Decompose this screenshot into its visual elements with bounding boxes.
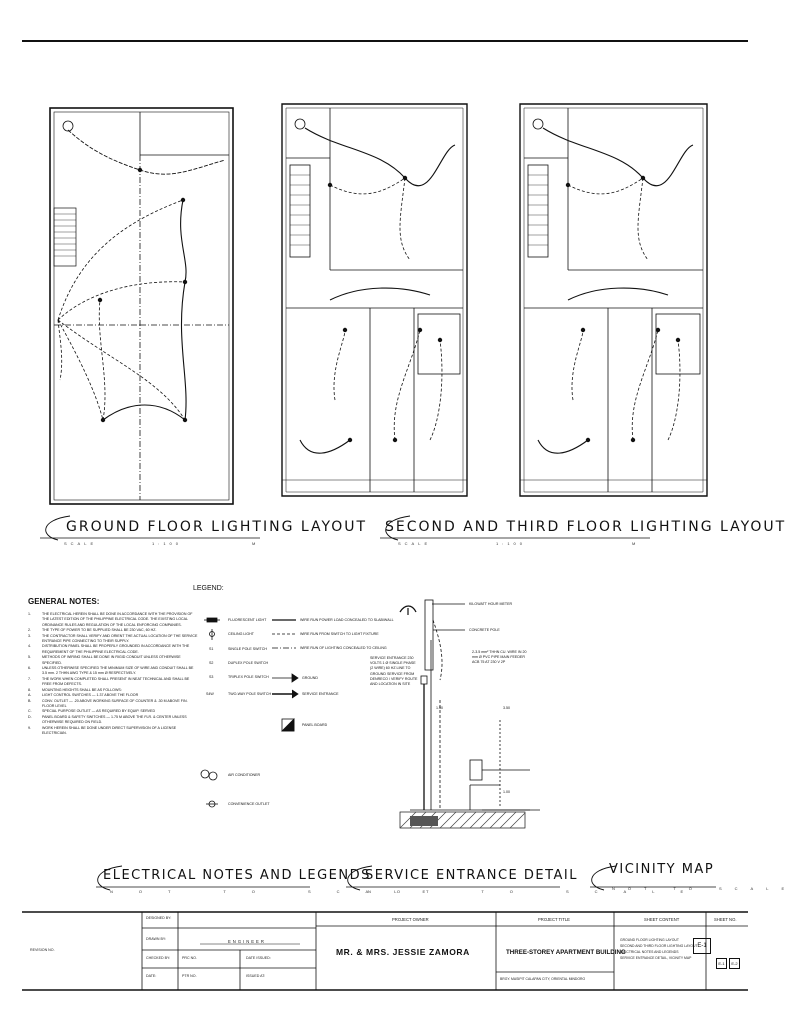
legend-code-s2: S2: [209, 661, 214, 665]
legend-triplex-pole-switch: TRIPLEX POLE SWITCH: [228, 675, 269, 679]
engineer-label: ENGINEER: [228, 939, 266, 944]
legend-single-pole-switch: SINGLE POLE SWITCH: [228, 647, 267, 651]
second-floor-plan: [282, 104, 467, 496]
service-entrance-title: SERVICE ENTRANCE DETAIL: [365, 868, 578, 883]
legend-code-s1: S1: [209, 647, 214, 651]
note-item: 8. MOUNTING HEIGHTS SHALL BE AS FOLLOWS:: [28, 687, 122, 692]
project-title: THREE-STOREY APARTMENT BUILDING: [506, 949, 626, 956]
note-item: A. LIGHT CONTROL SWITCHES — 1.37 ABOVE THE FLOOR: [28, 693, 139, 698]
project-location: BRGY. MASIPIT CALAPAN CITY, ORIENTAL MINDORO: [500, 977, 586, 981]
sheet-number: E-1: [693, 938, 711, 954]
sheet-content-label: SHEET CONTENT: [644, 917, 680, 922]
legend-panel-board: PANEL BOARD: [302, 723, 328, 727]
sheet-content-1: GROUND FLOOR LIGHTING LAYOUT: [620, 938, 679, 942]
legend-code-s3: S3: [209, 675, 214, 679]
note-item: D. PANEL BOARD & SAFETY SWITCHES — 1.75 M ABOVE THE FLR. & CENTER UNLESS OTHERWISE REQUIRED ON FIELD.: [28, 714, 187, 725]
drawn-by-label: DRAWN BY:: [146, 937, 167, 941]
legend-two-way-switch: TWO-WAY POLE SWITCH: [228, 692, 272, 696]
general-notes-list: [28, 612, 198, 736]
note-item: B. CONV. OUTLET — .20 ABOVE WORKING SURFACE OF COUNTER & .30 M ABOVE FIN. FLOOR LEVEL: [28, 698, 188, 708]
feeder-note: 2-3.5 mm² THHN CU. WIRE IN 20 mm Ø PVC PIPE MAIN FEEDER ACB 75 AT 230 V 2P: [472, 650, 527, 665]
sheet-content-2: SECOND AND THIRD FLOOR LIGHTING LAYOUT: [620, 944, 698, 948]
note-item: 4. DISTRIBUTION PANEL SHALL BE PROPERLY GROUNDED IN ACCORDANCE WITH THE REQUIREMENT OF THE PHILIPPINE ELECTRICAL CODE.: [28, 644, 190, 654]
legend-ceiling-light: CEILING LIGHT: [228, 632, 254, 636]
notes-legends-title: ELECTRICAL NOTES AND LEGENDS: [103, 868, 371, 883]
concrete-pole-label: CONCRETE POLE: [469, 628, 500, 632]
ground-scale-unit: M: [252, 541, 260, 546]
legend-convenience-outlet: CONVENIENCE OUTLET: [228, 802, 270, 806]
legend-code-s4w: S4W: [206, 692, 214, 696]
ground-scale-ratio: 1:100: [152, 541, 183, 546]
dim-2: 3.50: [503, 706, 510, 710]
legend-duplex-pole-switch: DUPLEX POLE SWITCH: [228, 661, 269, 665]
project-owner-name: MR. & MRS. JESSIE ZAMORA: [336, 947, 470, 957]
date-issued-label: DATE ISSUED:: [246, 956, 271, 960]
legend-ground: GROUND: [302, 676, 318, 680]
prc-no-label: PRC NO.: [182, 956, 197, 960]
ground-scale-label: SCALE: [64, 541, 98, 546]
ground-hatch: [400, 812, 525, 828]
sheet-content-3: ELECTRICAL NOTES AND LEGENDS: [620, 950, 679, 954]
second-scale-ratio: 1:100: [496, 541, 527, 546]
second-scale-unit: M: [632, 541, 640, 546]
second-scale-label: SCALE: [398, 541, 432, 546]
ground-fixtures: [98, 168, 187, 422]
second-fixtures: [328, 176, 442, 442]
project-title-label: PROJECT TITLE: [538, 917, 570, 922]
third-floor-plan: [520, 104, 707, 496]
designed-by-label: DESIGNED BY:: [146, 916, 172, 920]
project-owner-label: PROJECT OWNER: [392, 917, 429, 922]
dim-1: 1.50: [436, 706, 443, 710]
legend-wire-ceiling: WIRE RUN OF LIGHTING CONCEALED TO CEILING: [300, 646, 387, 650]
general-notes-heading: GENERAL NOTES:: [28, 597, 100, 606]
note-item: 9. WORK HEREIN SHALL BE DONE UNDER DIRECT SUPERVISION OF A LICENSE ELECTRICIAN.: [28, 725, 177, 735]
note-item: 1. THE ELECTRICAL HEREIN SHALL BE DONE IN ACCORDANCE WITH THE PROVISION OF THE LATEST EDITION OF THE PHILIPPINE ELECTRICAL CODE. THE EXISTING LOCAL ORDINANCE RULES AND REGULATION OF THE LOCAL ENFORCING COMPANIES.: [28, 612, 193, 627]
service-entrance-note: SERVICE ENTRANCE 230 VOLTS 1 Ø SINGLE PHASE (2 WIRE) 60 HZ LINE TO GROUND SERVICE FROM DENRECO / VERIFY ROUTE AND LOCATION IN SITE: [370, 656, 418, 687]
legend-air-conditioner: AIR CONDITIONER: [228, 773, 261, 777]
sheet-no-label: SHEET NO.: [714, 917, 737, 922]
sheet-small-2: E-2: [729, 958, 740, 969]
legend-service-entrance: SERVICE ENTRANCE: [302, 692, 339, 696]
dim-3: 1.00: [503, 790, 510, 794]
legend-fluorescent-light: FLUORESCENT LIGHT: [228, 618, 267, 622]
revision-label: REVISION NO.: [30, 948, 55, 952]
kwh-meter-label: KILOWATT HOUR METER: [469, 602, 513, 606]
note-item: C. SPECIAL PURPOSE OUTLET — AS REQUIRED BY EQUIP. SERVED: [28, 709, 156, 714]
legend-wire-power: WIRE RUN POWER LOAD CONCEALED TO SLAB/WALL: [300, 618, 394, 622]
checked-by-label: CHECKED BY:: [146, 956, 171, 960]
note-item: 6. UNLESS OTHERWISE SPECIFIED THE MINIMUM SIZE OF WIRE AND CONDUIT SHALL BE 3.5 mm. 2 THHN AWG TYPE & 15 mm Ø RESPECTIVELY.: [28, 666, 194, 676]
note-item: 2. THE TYPE OF POWER TO BE SUPPLIED SHALL BE 230 VAC, 60 HZ.: [28, 628, 157, 633]
third-fixtures: [566, 176, 680, 442]
issued-at-label: ISSUED AT:: [246, 974, 266, 978]
ground-floor-title: GROUND FLOOR LIGHTING LAYOUT: [66, 519, 368, 535]
note-item: 5. METHODS OF WIRING SHALL BE DONE IN RIGID CONDUIT UNLESS OTHERWISE SPECIFIED.: [28, 655, 181, 665]
note-item: 7. THE WORK WHEN COMPLETED SHALL PRESENT IN NEAT TECHNICAL AND SHALL BE FREE FROM DEFECTS.: [28, 676, 190, 687]
date-label: DATE:: [146, 974, 157, 978]
legend-heading: LEGEND:: [193, 585, 224, 592]
legend-wire-switch: WIRE RUN FROM SWITCH TO LIGHT FIXTURE: [300, 632, 379, 636]
vicinity-not-to-scale: NOT TO SCALE: [612, 886, 797, 891]
notes-not-to-scale: NOT TO SCALE: [110, 889, 452, 894]
sheet-small-1: E-1: [716, 958, 727, 969]
note-item: 3. THE CONTRACTOR SHALL VERIFY AND ORIENT THE ACTUAL LOCATION OF THE SERVICE ENTRANCE PIPE CONNECTING TO THEIR SUPPLY.: [28, 633, 198, 644]
ground-floor-plan: [50, 108, 233, 504]
ptr-no-label: PTR NO.: [182, 974, 197, 978]
service-not-to-scale: NOT TO SCALE: [368, 889, 710, 894]
sheet-content-4: SERVICE ENTRANCE DETAIL, VICINITY MAP: [620, 956, 692, 960]
vicinity-map-title: VICINITY MAP: [609, 862, 715, 877]
second-floor-title: SECOND AND THIRD FLOOR LIGHTING LAYOUT: [385, 519, 787, 535]
